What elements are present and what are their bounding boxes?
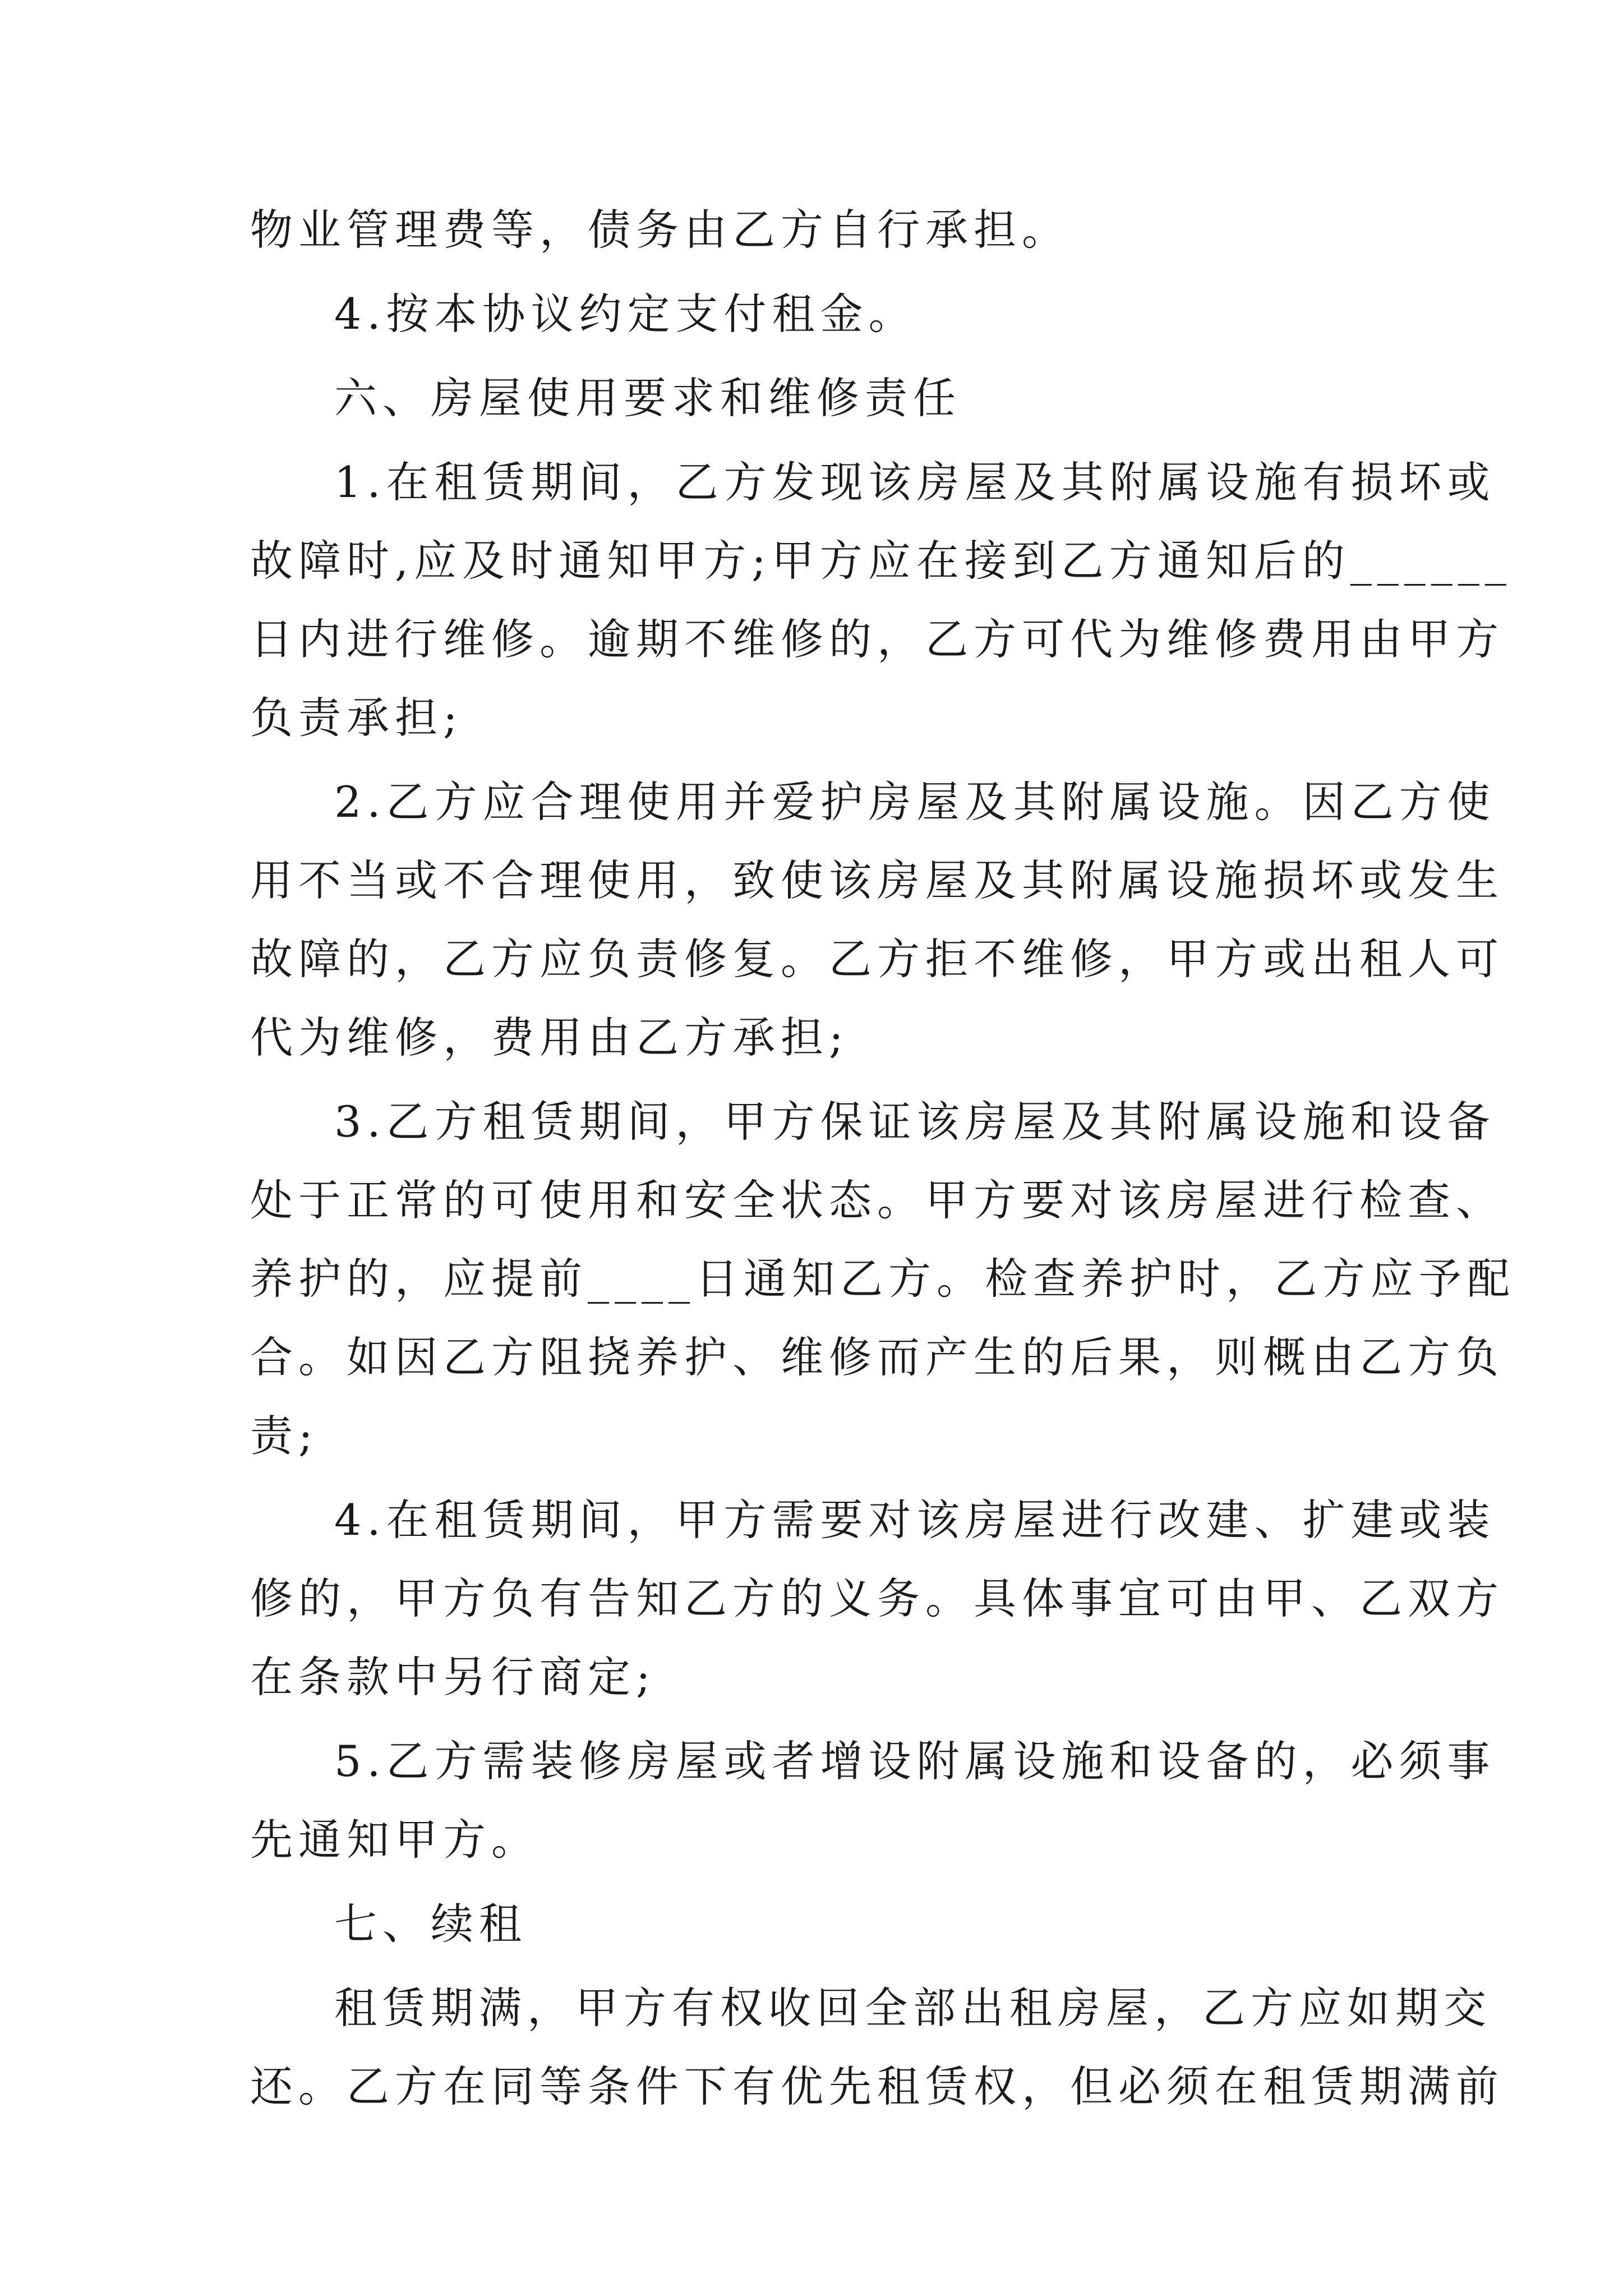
text-line: 5.乙方需装修房屋或者增设附属设施和设备的，必须事 — [334, 1736, 1496, 1786]
text-line: 还。乙方在同等条件下有优先租赁权，但必须在租赁期满前 — [250, 2062, 1504, 2111]
text-line: 用不当或不合理使用，致使该房屋及其附属设施损坏或发生 — [250, 855, 1504, 905]
section-heading: 六、房屋使用要求和维修责任 — [334, 373, 961, 423]
text-line: 责; — [250, 1411, 319, 1461]
text-line: 租赁期满，甲方有权收回全部出租房屋，乙方应如期交 — [334, 1983, 1492, 2033]
text-line: 故障的，乙方应负责修复。乙方拒不维修，甲方或出租人可 — [250, 934, 1504, 984]
text-line: 故障时,应及时通知甲方;甲方应在接到乙方通知后的______ — [250, 536, 1512, 586]
text-line: 4.按本协议约定支付租金。 — [334, 289, 917, 339]
text-line: 修的，甲方负有告知乙方的义务。具体事宜可由甲、乙双方 — [250, 1573, 1504, 1623]
text-line: 3.乙方租赁期间，甲方保证该房屋及其附属设施和设备 — [334, 1097, 1496, 1147]
text-line: 处于正常的可使用和安全状态。甲方要对该房屋进行检查、 — [250, 1175, 1504, 1225]
text-line: 先通知甲方。 — [250, 1815, 540, 1865]
text-line: 1.在租赁期间，乙方发现该房屋及其附属设施有损坏或 — [334, 457, 1496, 507]
text-line: 2.乙方应合理使用并爱护房屋及其附属设施。因乙方使 — [334, 777, 1496, 827]
section-heading: 七、续租 — [334, 1899, 527, 1949]
text-line: 日内进行维修。逾期不维修的，乙方可代为维修费用由甲方 — [250, 614, 1504, 664]
text-line: 合。如因乙方阻挠养护、维修而产生的后果，则概由乙方负 — [250, 1332, 1504, 1382]
text-line: 代为维修，费用由乙方承担; — [250, 1013, 849, 1062]
text-line: 4.在租赁期间，甲方需要对该房屋进行改建、扩建或装 — [334, 1495, 1496, 1545]
text-line: 负责承担; — [250, 693, 463, 743]
text-line: 物业管理费等，债务由乙方自行承担。 — [250, 205, 1070, 255]
text-line: 养护的，应提前____日通知乙方。检查养护时，乙方应予配 — [250, 1254, 1515, 1304]
text-line: 在条款中另行商定; — [250, 1652, 656, 1702]
